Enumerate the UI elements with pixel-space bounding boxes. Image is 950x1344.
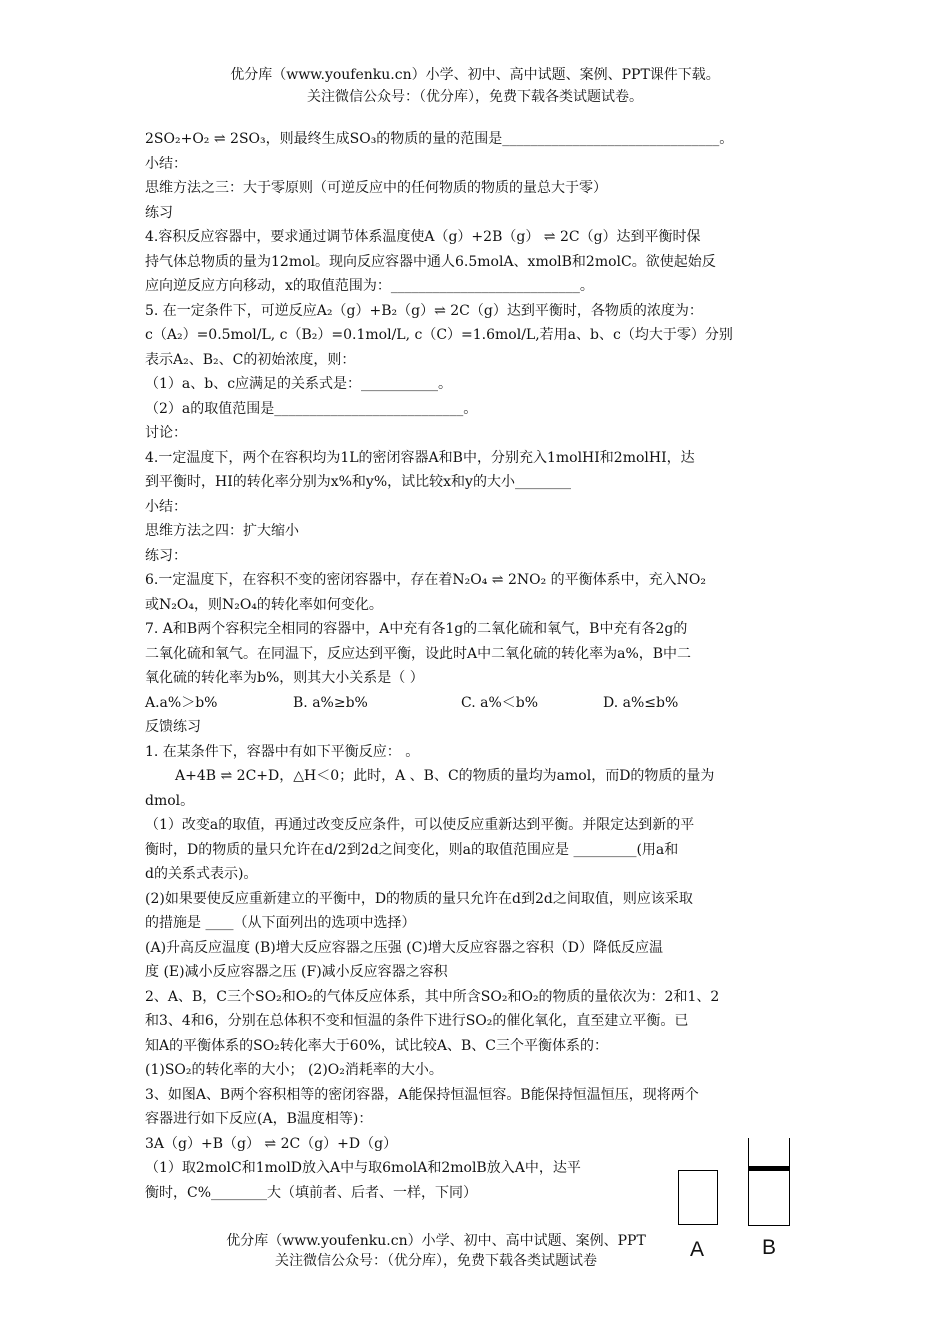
text-line: （2）a的取值范围是___________________________。 bbox=[145, 400, 478, 417]
text-line: （1）改变a的取值，再通过改变反应条件，可以使反应重新达到平衡。并限定达到新的平 bbox=[145, 817, 695, 833]
document-body bbox=[145, 127, 815, 1205]
footer-line-2: 关注微信公众号：（优分库），免费下载各类试题试卷 bbox=[275, 1253, 597, 1269]
text-line: 2、A、B，C三个SO₂和O₂的气体反应体系，其中所含SO₂和O₂的物质的量依次为：2和1、2 bbox=[145, 988, 720, 1005]
text-line: 小结： bbox=[145, 155, 187, 172]
text-line: 持气体总物质的量为12mol。现向反应容器中通人6.5molA、xmolB和2molC。欲使起始反 bbox=[145, 253, 716, 270]
section-title: 反馈练习 bbox=[145, 719, 201, 735]
figure-label-a: A bbox=[690, 1238, 705, 1261]
text-line: 1. 在某条件下，容器中有如下平衡反应： 。 bbox=[145, 743, 420, 760]
choice-a: A.a%＞b% bbox=[145, 694, 218, 711]
figure-label-b: B bbox=[762, 1236, 777, 1259]
page-footer bbox=[196, 1231, 676, 1271]
text-line: 容器进行如下反应(A，B温度相等)： bbox=[145, 1111, 373, 1127]
text-line: A+4B ⇌ 2C+D，△H＜0；此时，A 、B、C的物质的量均为amol，而D的物质的量为 bbox=[175, 768, 715, 784]
text-line: 4.容积反应容器中，要求通过调节体系温度使A（g）+2B（g） ⇌ 2C（g）达到平衡时保 bbox=[145, 229, 701, 245]
text-line: 氧化硫的转化率为b%，则其大小关系是（ ） bbox=[145, 670, 424, 686]
choice-d: D. a%≤b% bbox=[603, 694, 679, 711]
text-line: 衡时，C%________大（填前者、后者、一样，下同） bbox=[145, 1184, 478, 1201]
page-header bbox=[0, 64, 950, 108]
header-line-2: 关注微信公众号：（优分库），免费下载各类试题试卷。 bbox=[307, 89, 643, 105]
text-line: （1）a、b、c应满足的关系式是：___________。 bbox=[145, 376, 453, 392]
text-line: (1)SO₂的转化率的大小； (2)O₂消耗率的大小。 bbox=[145, 1062, 443, 1078]
text-line: 5. 在一定条件下，可逆反应A₂（g）+B₂（g）⇌ 2C（g）达到平衡时，各物质的浓度为： bbox=[145, 302, 703, 319]
container-a-diagram bbox=[678, 1170, 718, 1225]
text-line: 小结： bbox=[145, 498, 187, 515]
text-line: d的关系式表示)。 bbox=[145, 866, 258, 882]
multiple-choice-options bbox=[145, 691, 815, 716]
text-line: 和3、4和6，分别在总体积不变和恒温的条件下进行SO₂的催化氧化，直至建立平衡。已 bbox=[145, 1013, 689, 1029]
text-line: 3、如图A、B两个容积相等的密闭容器，A能保持恒温恒容。B能保持恒温恒压，现将两个 bbox=[145, 1086, 699, 1103]
text-line: 练习： bbox=[145, 547, 187, 564]
text-line: 6.一定温度下，在容积不变的密闭容器中，存在着N₂O₄ ⇌ 2NO₂ 的平衡体系中，充入NO₂ bbox=[145, 572, 706, 588]
choice-b: B. a%≥b% bbox=[293, 694, 368, 711]
text-line: dmol。 bbox=[145, 792, 195, 809]
text-line: 的措施是 ____（从下面列出的选项中选择） bbox=[145, 915, 416, 931]
footer-line-1: 优分库（www.youfenku.cn）小学、初中、高中试题、案例、PPT bbox=[226, 1233, 646, 1249]
text-line: (A)升高反应温度 (B)增大反应容器之压强 (C)增大反应容器之容积（D）降低反应温 bbox=[145, 939, 664, 956]
text-line: 衡时，D的物质的量只允许在d/2到2d之间变化，则a的取值范围应是 _________(用a和 bbox=[145, 841, 679, 858]
text-line: 讨论： bbox=[145, 425, 187, 441]
header-line-1: 优分库（www.youfenku.cn）小学、初中、高中试题、案例、PPT课件下载。 bbox=[230, 67, 720, 83]
piston bbox=[749, 1166, 789, 1171]
text-line: c（A₂）=0.5mol/L, c（B₂）=0.1mol/L, c（C）=1.6mol/L,若用a、b、c（均大于零）分别 bbox=[145, 327, 733, 343]
text-line: （1）取2molC和1molD放入A中与取6molA和2molB放入A中，达平 bbox=[145, 1160, 581, 1176]
text-line: (2)如果要使反应重新建立的平衡中，D的物质的量只允许在d到2d之间取值，则应该采取 bbox=[145, 890, 693, 907]
text-line: 3A（g）+B（g） ⇌ 2C（g）+D（g） bbox=[145, 1135, 398, 1152]
text-line: 思维方法之四：扩大缩小 bbox=[145, 523, 299, 539]
text-line: 练习 bbox=[145, 204, 173, 221]
text-line: 二氧化硫和氧气。在同温下，反应达到平衡，设此时A中二氧化硫的转化率为a%，B中二 bbox=[145, 645, 692, 662]
text-line: 思维方法之三：大于零原则（可逆反应中的任何物质的物质的量总大于零） bbox=[145, 180, 607, 196]
text-line: 度 (E)减小反应容器之压 (F)减小反应容器之容积 bbox=[145, 964, 448, 980]
text-line: 2SO₂+O₂ ⇌ 2SO₃，则最终生成SO₃的物质的量的范围是_______________________________。 bbox=[145, 131, 734, 147]
text-line: 7. A和B两个容积完全相同的容器中，A中充有各1g的二氧化硫和氧气，B中充有各2g的 bbox=[145, 621, 688, 637]
text-line: 知A的平衡体系的SO₂转化率大于60%，试比较A、B、C三个平衡体系的： bbox=[145, 1037, 609, 1054]
text-line: 表示A₂、B₂、C的初始浓度，则： bbox=[145, 351, 356, 368]
container-b-diagram bbox=[748, 1138, 790, 1226]
text-line: 应向逆反应方向移动，x的取值范围为：___________________________。 bbox=[145, 278, 594, 294]
text-line: 或N₂O₄，则N₂O₄的转化率如何变化。 bbox=[145, 596, 383, 613]
choice-c: C. a%＜b% bbox=[461, 694, 539, 711]
text-line: 到平衡时，HI的转化率分别为x%和y%，试比较x和y的大小________ bbox=[145, 474, 571, 490]
text-line: 4.一定温度下，两个在容积均为1L的密闭容器A和B中，分别充入1molHI和2molHI，达 bbox=[145, 449, 695, 466]
